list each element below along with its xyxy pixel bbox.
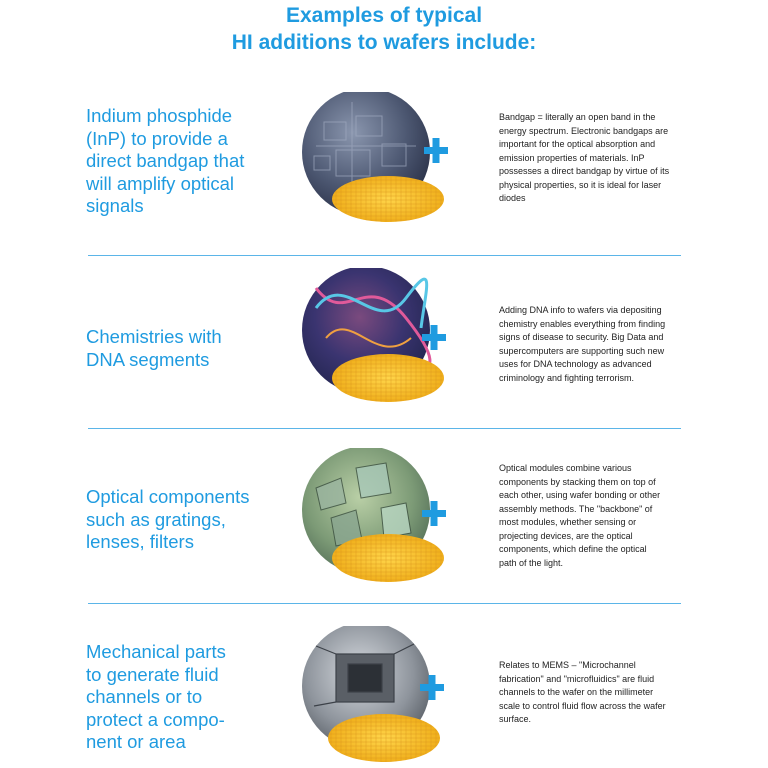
row-2-desc-line: signs of disease to security. Big Data and bbox=[499, 332, 664, 342]
row-1-desc-line: emission properties of materials. InP bbox=[499, 152, 645, 163]
row-3-title-line: lenses, filters bbox=[86, 531, 194, 552]
row-4-desc-line: fabrication" and "microfluidics" are fluid bbox=[499, 673, 655, 684]
row-1-desc-line: energy spectrum. Electronic bandgaps are bbox=[499, 125, 669, 136]
wafer-image bbox=[328, 714, 440, 762]
row-3-visual bbox=[296, 448, 456, 588]
page-title bbox=[0, 2, 768, 56]
row-1-title-line: Indium phosphide bbox=[86, 105, 233, 126]
row-1-title-line: will amplify optical bbox=[86, 172, 235, 194]
row-1-visual bbox=[296, 92, 456, 232]
row-3-desc-line: path of the light. bbox=[499, 557, 564, 568]
row-2-title-line: Chemistries with bbox=[86, 326, 222, 347]
page-title-line-2: HI additions to wafers include: bbox=[231, 31, 537, 54]
row-2-visual bbox=[296, 268, 456, 408]
section-divider bbox=[88, 255, 681, 256]
row-1-desc-line: Bandgap = literally an open band in the bbox=[499, 112, 656, 122]
row-3-title bbox=[86, 486, 286, 554]
page-title-line-1: Examples of typical bbox=[285, 4, 483, 27]
row-1-desc-line: possesses a direct bandgap by virtue of its bbox=[499, 166, 670, 176]
row-1-title-line: direct bandgap that bbox=[86, 150, 245, 171]
wafer-image bbox=[332, 534, 444, 582]
row-3-desc-line: projecting devices, are the optical bbox=[499, 530, 633, 541]
row-4-desc-line: Relates to MEMS – "Microchannel bbox=[499, 660, 636, 670]
row-2-desc-line: supercomputers are supporting such new bbox=[499, 345, 665, 356]
row-3-title-line: Optical components bbox=[86, 486, 250, 507]
section-divider bbox=[88, 603, 681, 604]
row-3-desc-line: assembly methods. The "backbone" of bbox=[499, 503, 653, 514]
row-3-desc-line: each other, using wafer bonding or other bbox=[499, 490, 661, 500]
row-2-desc-line: uses for DNA technology as advanced bbox=[499, 359, 652, 369]
row-2-desc-line: Adding DNA info to wafers via depositing bbox=[499, 305, 662, 315]
row-3-description bbox=[499, 462, 715, 570]
row-1-title-line: (InP) to provide a bbox=[86, 127, 228, 149]
row-4-description bbox=[499, 659, 715, 727]
row-2-description bbox=[499, 304, 715, 385]
row-4-title-line: Mechanical parts bbox=[86, 641, 226, 662]
row-3-desc-line: most modules, whether sensing or bbox=[499, 517, 637, 527]
row-3-desc-line: components, which define the optical bbox=[499, 544, 647, 554]
wafer-image bbox=[332, 354, 444, 402]
row-3-title-line: such as gratings, bbox=[86, 508, 226, 530]
row-1-title-line: signals bbox=[86, 195, 144, 216]
row-2-title-line: DNA segments bbox=[86, 348, 210, 370]
row-3-desc-line: Optical modules combine various bbox=[499, 463, 632, 473]
row-4-title-line: channels or to bbox=[86, 686, 203, 707]
wafer-image bbox=[332, 176, 444, 222]
row-4-title-line: nent or area bbox=[86, 731, 186, 752]
row-2-desc-line: chemistry enables everything from finding bbox=[499, 318, 666, 329]
row-1-desc-line: physical properties, so it is ideal for laser bbox=[499, 179, 662, 190]
row-4-title-line: protect a compo- bbox=[86, 708, 225, 730]
row-4-title-line: to generate fluid bbox=[86, 663, 219, 685]
row-1-desc-line: diodes bbox=[499, 193, 526, 203]
row-1-desc-line: important for the optical absorption and bbox=[499, 139, 656, 149]
row-1-title bbox=[86, 105, 286, 218]
row-4-title bbox=[86, 641, 286, 754]
row-3-desc-line: components by stacking them on top of bbox=[499, 476, 656, 487]
row-4-desc-line: channels to the wafer on the millimeter bbox=[499, 687, 654, 697]
row-2-title bbox=[86, 326, 286, 371]
section-divider bbox=[88, 428, 681, 429]
row-4-desc-line: surface. bbox=[499, 714, 532, 724]
row-4-desc-line: scale to control fluid flow across the wafer bbox=[499, 700, 666, 711]
row-4-visual bbox=[296, 626, 456, 766]
row-2-desc-line: criminology and fighting terrorism. bbox=[499, 372, 635, 383]
row-1-description bbox=[499, 111, 715, 206]
